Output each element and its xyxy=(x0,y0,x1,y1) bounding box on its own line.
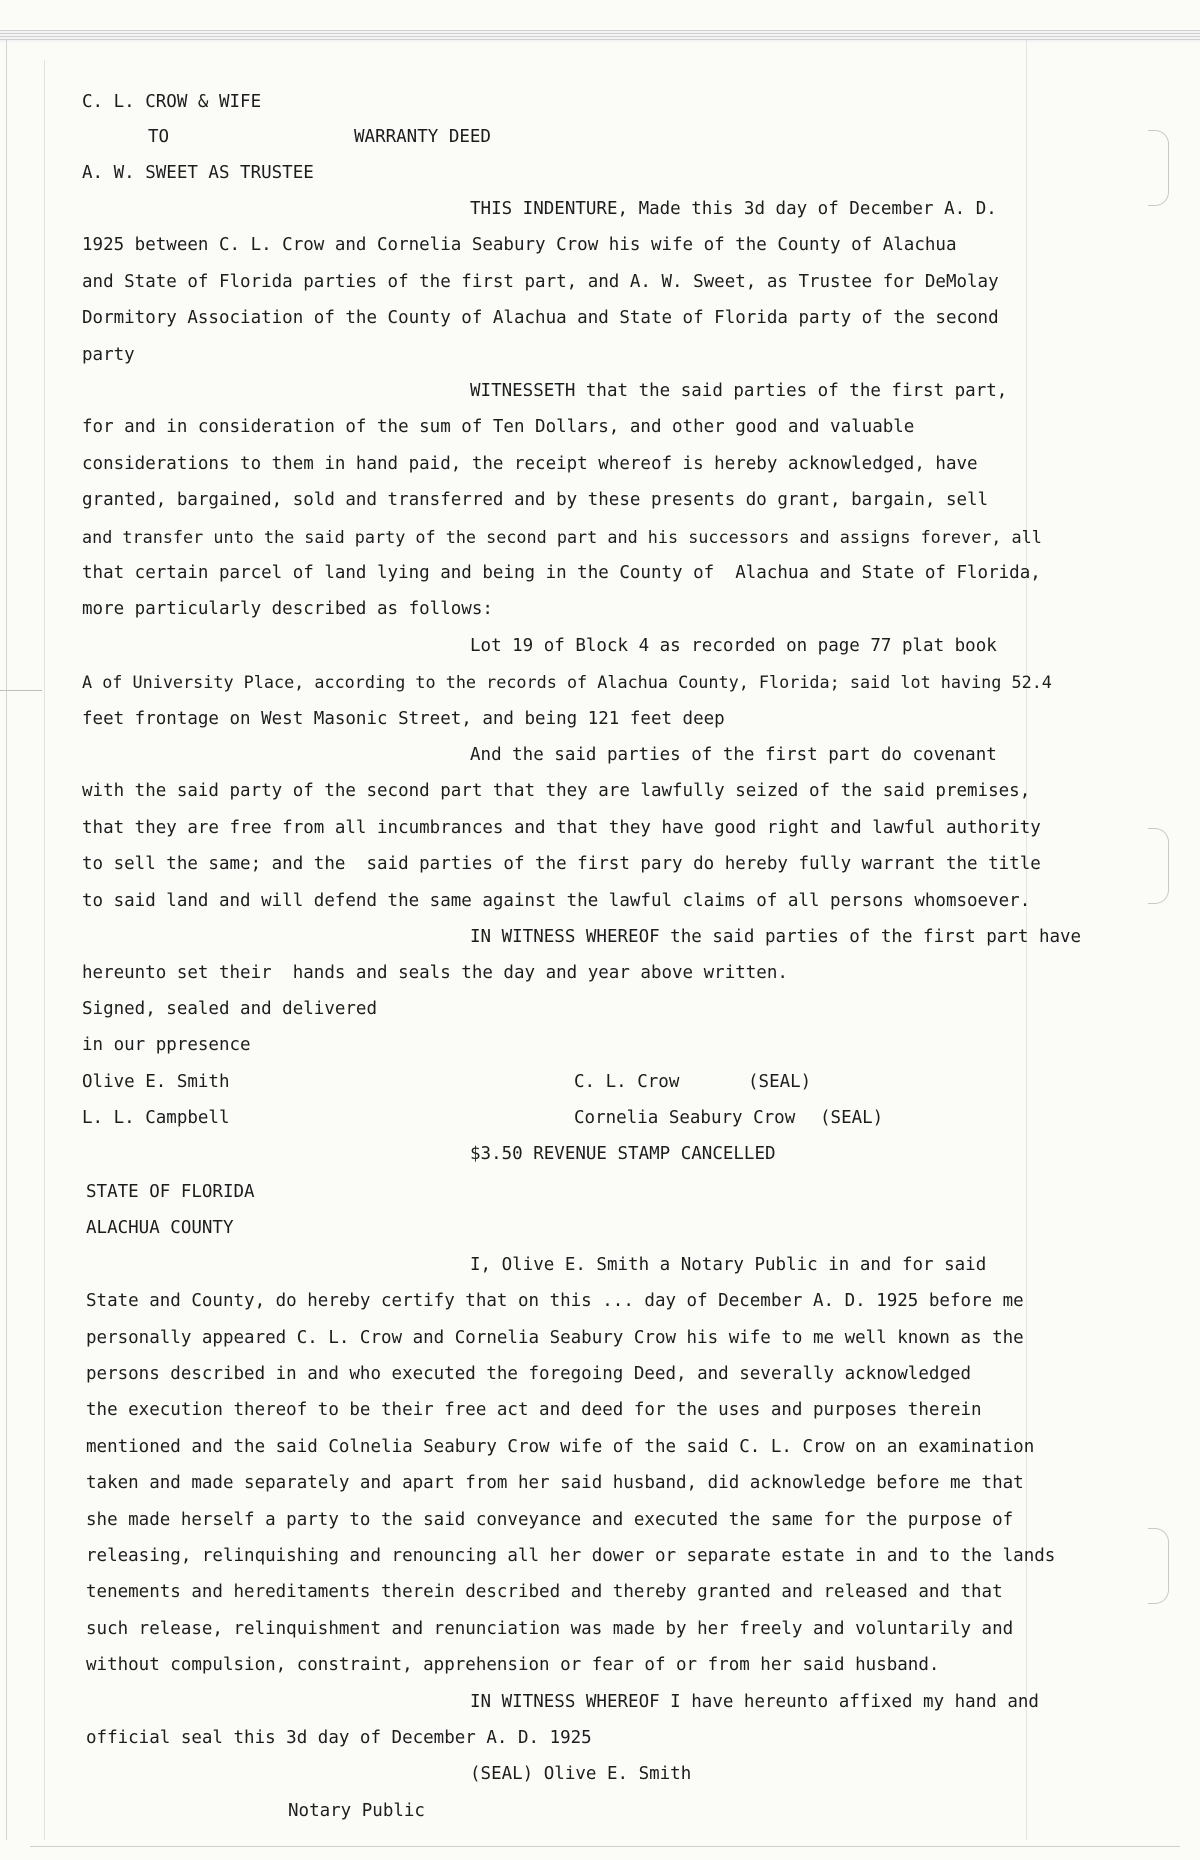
property-description: A of University Place, according to the records of Alachua County, Florida; said lot having 52.4 xyxy=(82,672,1052,692)
deed-line: and State of Florida parties of the first part, and A. W. Sweet, as Trustee for DeMolay xyxy=(82,272,999,292)
deed-line: to said land and will defend the same against the lawful claims of all persons whomsoever. xyxy=(82,891,1031,911)
bottom-border xyxy=(30,1846,1180,1847)
binder-hole-icon xyxy=(1148,828,1169,904)
notary-line: tenements and hereditaments therein described and thereby granted and released and that xyxy=(86,1582,1003,1602)
witness-name: Olive E. Smith xyxy=(82,1072,230,1092)
notary-line: I, Olive E. Smith a Notary Public in and for said xyxy=(470,1255,987,1275)
deed-line: party xyxy=(82,345,135,365)
deed-line: that certain parcel of land lying and being in the County of Alachua and State of Florida, xyxy=(82,563,1041,583)
signing-statement: in our ppresence xyxy=(82,1035,251,1055)
notary-line: IN WITNESS WHEREOF I have hereunto affixed my hand and xyxy=(470,1692,1039,1712)
document-title: WARRANTY DEED xyxy=(354,127,491,147)
grantee-heading: A. W. SWEET AS TRUSTEE xyxy=(82,163,314,183)
deed-line: that they are free from all incumbrances and that they have good right and lawful authority xyxy=(82,818,1041,838)
deed-line: to sell the same; and the said parties of the first pary do hereby fully warrant the title xyxy=(82,854,1041,874)
witness-name: L. L. Campbell xyxy=(82,1108,230,1128)
binder-hole-icon xyxy=(1148,1528,1169,1604)
signing-statement: Signed, sealed and delivered xyxy=(82,999,378,1019)
deed-line: and transfer unto the said party of the second part and his successors and assigns forever, all xyxy=(82,527,1042,547)
binder-hole-icon xyxy=(1148,130,1169,206)
notary-line: releasing, relinquishing and renouncing all her dower or separate estate in and to the lands xyxy=(86,1546,1056,1566)
left-margin-line xyxy=(44,60,45,1840)
property-description: feet frontage on West Masonic Street, and being 121 feet deep xyxy=(82,709,725,729)
deed-line: THIS INDENTURE, Made this 3d day of December A. D. xyxy=(470,199,997,219)
to-heading: TO xyxy=(148,127,170,147)
notary-line: the execution thereof to be their free act and deed for the uses and purposes therein xyxy=(86,1400,982,1420)
deed-line: Dormitory Association of the County of Alachua and State of Florida party of the second xyxy=(82,308,999,328)
deed-line: for and in consideration of the sum of Ten Dollars, and other good and valuable xyxy=(82,417,915,437)
deed-line: 1925 between C. L. Crow and Cornelia Seabury Crow his wife of the County of Alachua xyxy=(82,235,957,255)
seal-mark: (SEAL) xyxy=(820,1108,884,1128)
notary-signature: (SEAL) Olive E. Smith xyxy=(470,1764,692,1784)
notary-line: she made herself a party to the said conveyance and executed the same for the purpose of xyxy=(86,1510,1014,1530)
deed-line: granted, bargained, sold and transferred and by these presents do grant, bargain, sell xyxy=(82,490,989,510)
deed-line: WITNESSETH that the said parties of the first part, xyxy=(470,381,1008,401)
notary-line: taken and made separately and apart from her said husband, did acknowledge before me that xyxy=(86,1473,1024,1493)
signer-name: C. L. Crow xyxy=(574,1072,680,1092)
notary-line: persons described in and who executed the foregoing Deed, and severally acknowledged xyxy=(86,1364,972,1384)
notary-line: mentioned and the said Colnelia Seabury Crow wife of the said C. L. Crow on an examination xyxy=(86,1437,1035,1457)
notary-line: personally appeared C. L. Crow and Cornelia Seabury Crow his wife to me well known as the xyxy=(86,1328,1024,1348)
venue-state: STATE OF FLORIDA xyxy=(86,1182,255,1202)
deed-line: And the said parties of the first part do covenant xyxy=(470,745,997,765)
deed-line: hereunto set their hands and seals the day and year above written. xyxy=(82,963,788,983)
notary-line: such release, relinquishment and renunciation was made by her freely and voluntarily and xyxy=(86,1619,1014,1639)
property-description: Lot 19 of Block 4 as recorded on page 77 plat book xyxy=(470,636,997,656)
notary-line: official seal this 3d day of December A. D. 1925 xyxy=(86,1728,592,1748)
top-border xyxy=(0,30,1200,42)
left-border xyxy=(6,40,7,1840)
notary-line: State and County, do hereby certify that on this ... day of December A. D. 1925 before me xyxy=(86,1291,1024,1311)
notary-title: Notary Public xyxy=(288,1801,425,1821)
deed-line: with the said party of the second part that they are lawfully seized of the said premises, xyxy=(82,781,1031,801)
notary-line: without compulsion, constraint, apprehension or fear of or from her said husband. xyxy=(86,1655,940,1675)
deed-line: more particularly described as follows: xyxy=(82,599,493,619)
deed-line: considerations to them in hand paid, the receipt whereof is hereby acknowledged, have xyxy=(82,454,978,474)
seal-mark: (SEAL) xyxy=(748,1072,812,1092)
revenue-stamp-note: $3.50 REVENUE STAMP CANCELLED xyxy=(470,1144,776,1164)
margin-mark xyxy=(0,690,42,691)
signer-name: Cornelia Seabury Crow xyxy=(574,1108,796,1128)
deed-line: IN WITNESS WHEREOF the said parties of the first part have xyxy=(470,927,1082,947)
venue-county: ALACHUA COUNTY xyxy=(86,1218,234,1238)
grantor-heading: C. L. CROW & WIFE xyxy=(82,92,262,112)
